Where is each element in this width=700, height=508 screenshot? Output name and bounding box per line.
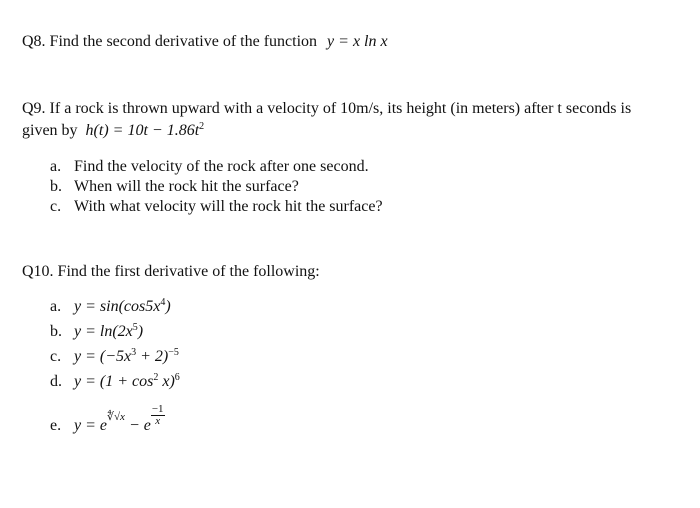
q10-item-mid: − e [124, 417, 151, 434]
q9-item-text: When will the rock hit the surface? [74, 178, 299, 195]
q9-item-label: a. [50, 158, 62, 175]
q10-item-label: c. [50, 348, 62, 365]
q10-item-exponent-outer: 6 [174, 372, 180, 383]
q9-formula: h(t) = 10t − 1.86t [85, 122, 200, 139]
q8-function: y = x ln x [327, 33, 388, 50]
q10-item-mid: x) [158, 373, 175, 390]
q10-item-label: e. [50, 417, 62, 434]
q10-title: Q10. Find the first derivative of the following: [22, 263, 320, 280]
q10-item-base: y = e [74, 417, 107, 434]
q9-line2 [22, 121, 204, 143]
q10-item-base: y = sin(cos5x [74, 298, 161, 315]
q10-item-exponent: 5 [132, 322, 138, 333]
q9-given-by: given by [22, 122, 78, 139]
q9-formula-exponent: 2 [199, 121, 205, 132]
q8-line [22, 32, 388, 52]
q10-item-label: b. [50, 323, 62, 340]
q10-item-exponent-outer: −5 [168, 347, 179, 358]
q10-item-e [50, 403, 165, 437]
q10-item-label: a. [50, 298, 62, 315]
q9-item-label: c. [50, 198, 62, 215]
q10-item-label: d. [50, 373, 62, 390]
q9-item-b [50, 177, 299, 197]
q10-item-base: y = (−5x [74, 348, 132, 365]
q10-item-exponent-root: ∜√x [107, 411, 125, 423]
q10-item-exponent: 3 [131, 347, 137, 358]
q10-item-tail: ) [137, 323, 144, 340]
q9-item-c [50, 197, 383, 217]
q10-item-exponent: 4 [160, 297, 166, 308]
q10-item-d [50, 372, 180, 394]
q10-item-mid: + 2) [136, 348, 169, 365]
q10-item-base: y = (1 + cos [74, 373, 154, 390]
q9-item-a [50, 157, 369, 177]
q8-text: Q8. Find the second derivative of the function [22, 33, 318, 50]
q10-item-c [50, 347, 179, 369]
q9-item-text: With what velocity will the rock hit the surface? [74, 198, 383, 215]
q10-item-fraction-exponent [151, 404, 165, 427]
q10-item-base: y = ln(2x [74, 323, 133, 340]
q10-item-tail: ) [165, 298, 171, 315]
q10-item-exponent: 2 [153, 372, 159, 383]
q9-item-label: b. [50, 178, 62, 195]
fraction-denominator: x [155, 415, 161, 427]
q10-item-b [50, 322, 143, 344]
q9-line1: Q9. If a rock is thrown upward with a velocity of 10m/s, its height (in meters) after t seconds is [22, 100, 632, 117]
q9-item-text: Find the velocity of the rock after one second. [74, 158, 369, 175]
fraction-numerator: −1 [151, 403, 164, 415]
q10-item-a [50, 297, 171, 319]
